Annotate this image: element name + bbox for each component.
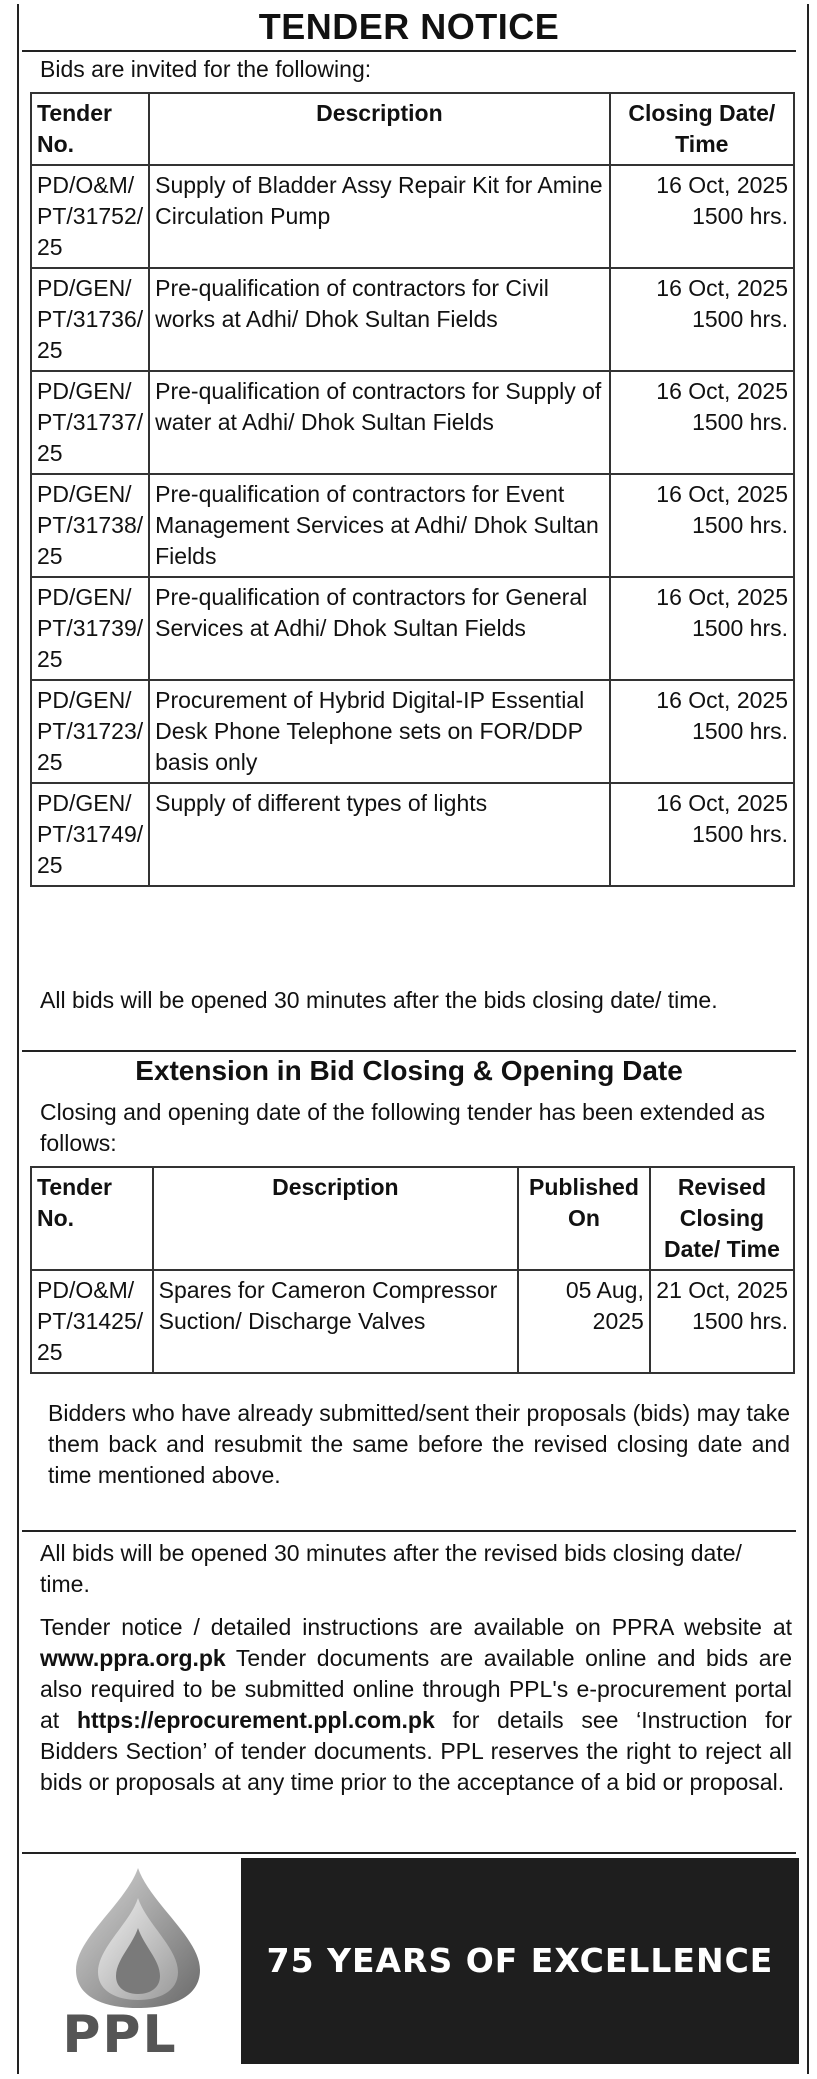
tender-table-header — [31, 93, 794, 165]
tender-no: PD/GEN/ PT/31737/ 25 — [31, 371, 149, 474]
ppra-link[interactable]: www.ppra.org.pk — [40, 1645, 226, 1671]
table-row — [31, 165, 794, 268]
tender-no: PD/GEN/ PT/31736/ 25 — [31, 268, 149, 371]
bidders-note: Bidders who have already submitted/sent their proposals (bids) may take them back and resubmit the same before the revised closing date and time mentioned above. — [48, 1400, 790, 1488]
eprocurement-link[interactable]: https://eprocurement.ppl.com.pk — [76, 1707, 435, 1733]
tender-no: PD/GEN/ PT/31738/ 25 — [31, 474, 149, 577]
notice-title: TENDER NOTICE — [258, 6, 560, 47]
table-row — [31, 1270, 794, 1373]
excellence-banner: 75 YEARS OF EXCELLENCE — [241, 1858, 799, 2064]
title-divider — [22, 50, 796, 52]
table-row — [31, 783, 794, 886]
tender-description: Procurement of Hybrid Digital-IP Essential Desk Phone Telephone sets on FOR/DDP basis only — [149, 680, 610, 783]
closing-date: 16 Oct, 2025 1500 hrs. — [610, 474, 794, 577]
extension-intro: Closing and opening date of the following tender has been extended as follows: — [40, 1099, 766, 1156]
intro-text: Bids are invited for the following: — [40, 56, 372, 82]
header-description: Description — [153, 1167, 518, 1270]
instructions-part-1: Tender notice / detailed instructions are available on PPRA website at — [40, 1614, 792, 1640]
closing-date: 16 Oct, 2025 1500 hrs. — [610, 577, 794, 680]
extension-table-header — [31, 1167, 794, 1270]
closing-date: 16 Oct, 2025 1500 hrs. — [610, 268, 794, 371]
table-row — [31, 680, 794, 783]
extension-table — [30, 1166, 795, 1374]
tender-description: Supply of different types of lights — [149, 783, 610, 886]
closing-date: 16 Oct, 2025 1500 hrs. — [610, 680, 794, 783]
instructions-text — [40, 1612, 792, 1798]
tender-no: PD/GEN/ PT/31749/ 25 — [31, 783, 149, 886]
header-tender-no: Tender No. — [31, 1167, 153, 1270]
instructions-part-3: for details see ‘Instruction for Bidders Section’ of tender documents. PPL reserves the right to reject all bids or proposals at any time prior to the acceptance of a bid or proposal. — [40, 1707, 792, 1795]
header-tender-no: Tender No. — [31, 93, 149, 165]
tender-description: Pre-qualification of contractors for Supply of water at Adhi/ Dhok Sultan Fields — [149, 371, 610, 474]
closing-date: 16 Oct, 2025 1500 hrs. — [610, 165, 794, 268]
tender-description: Supply of Bladder Assy Repair Kit for Amine Circulation Pump — [149, 165, 610, 268]
note-divider — [22, 1530, 796, 1532]
tender-description: Pre-qualification of contractors for General Services at Adhi/ Dhok Sultan Fields — [149, 577, 610, 680]
closing-date: 16 Oct, 2025 1500 hrs. — [610, 783, 794, 886]
tender-no: PD/GEN/ PT/31723/ 25 — [31, 680, 149, 783]
header-published-on: Published On — [518, 1167, 650, 1270]
closing-date: 16 Oct, 2025 1500 hrs. — [610, 371, 794, 474]
oil-drop-icon — [36, 1858, 241, 2008]
table-row — [31, 371, 794, 474]
tender-description: Spares for Cameron Compressor Suction/ Discharge Valves — [153, 1270, 518, 1373]
header-revised-date: Revised Closing Date/ Time — [650, 1167, 794, 1270]
table-row — [31, 268, 794, 371]
header-description: Description — [149, 93, 610, 165]
revised-closing-date: 21 Oct, 2025 1500 hrs. — [650, 1270, 794, 1373]
tender-no: PD/O&M/ PT/31752/ 25 — [31, 165, 149, 268]
ppl-logo-text: PPL — [62, 2005, 178, 2065]
table-row — [31, 577, 794, 680]
tender-no: PD/O&M/ PT/31425/ 25 — [31, 1270, 153, 1373]
header-closing-date: Closing Date/ Time — [610, 93, 794, 165]
tender-no: PD/GEN/ PT/31739/ 25 — [31, 577, 149, 680]
opening-note: All bids will be opened 30 minutes after the bids closing date/ time. — [40, 987, 718, 1013]
revised-opening-note: All bids will be opened 30 minutes after the revised bids closing date/ time. — [40, 1540, 742, 1597]
table-row — [31, 474, 794, 577]
extension-heading: Extension in Bid Closing & Opening Date — [135, 1055, 683, 1086]
tender-table — [30, 92, 795, 887]
published-on: 05 Aug, 2025 — [518, 1270, 650, 1373]
section-divider — [22, 1050, 796, 1052]
tender-description: Pre-qualification of contractors for Civil works at Adhi/ Dhok Sultan Fields — [149, 268, 610, 371]
footer-divider — [22, 1852, 796, 1854]
instructions-part-2: Tender documents are available online and bids are also required to be submitted online through PPL's e-procurement portal at — [40, 1645, 792, 1733]
tender-description: Pre-qualification of contractors for Event Management Services at Adhi/ Dhok Sultan Fields — [149, 474, 610, 577]
